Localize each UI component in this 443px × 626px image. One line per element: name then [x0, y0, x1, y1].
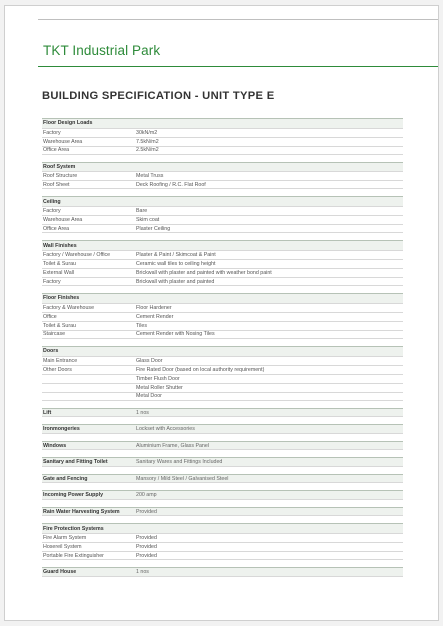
page-title: BUILDING SPECIFICATION - UNIT TYPE E — [42, 90, 275, 102]
spec-section — [42, 162, 403, 190]
spec-label: Factory / Warehouse / Office — [43, 251, 111, 258]
spec-section — [42, 196, 403, 233]
spec-section — [42, 293, 403, 339]
spec-section — [42, 523, 403, 560]
spec-value: Metal Truss — [136, 173, 164, 180]
spec-value: 2.5kN/m2 — [136, 147, 159, 154]
spec-section — [42, 240, 403, 286]
spec-value: Provided — [136, 544, 157, 551]
spec-value: Plaster Ceiling — [136, 225, 171, 232]
spec-label: Other Doors — [43, 366, 72, 373]
spec-label: Lift — [43, 409, 52, 416]
spec-label: Office Area — [43, 147, 70, 154]
spec-value: Timber Flush Door — [136, 375, 180, 382]
section-header: Doors — [42, 346, 403, 356]
spec-value: Glass Door — [136, 357, 163, 364]
spec-row — [42, 392, 403, 401]
spec-single-row — [42, 424, 403, 434]
spec-row — [42, 215, 403, 224]
spec-value: Deck Roofing / R.C. Flat Roof — [136, 181, 206, 188]
spec-value: 1 nos — [136, 409, 149, 416]
spec-row — [42, 259, 403, 268]
spec-row — [42, 533, 403, 542]
spec-value: Cement Render with Nosing Tiles — [136, 331, 215, 338]
section-header: Fire Protection Systems — [42, 523, 403, 533]
spec-section — [42, 118, 403, 155]
spec-row — [42, 137, 403, 146]
spec-label: Roof Sheet — [43, 181, 70, 188]
spec-row — [42, 206, 403, 215]
spec-single-row — [42, 408, 403, 418]
spec-label: Hosereil System — [43, 544, 82, 551]
spec-value: 7.5kN/m2 — [136, 138, 159, 145]
spec-value: Provided — [136, 508, 157, 515]
spec-table — [42, 118, 403, 577]
spec-row — [42, 171, 403, 180]
spec-row — [42, 365, 403, 374]
spec-label: Factory & Warehouse — [43, 304, 95, 311]
spec-label: Warehouse Area — [43, 217, 83, 224]
spec-label: Guard House — [43, 569, 77, 575]
spec-row — [42, 374, 403, 383]
spec-label: Factory — [43, 278, 61, 285]
spec-value: Cement Render — [136, 313, 174, 320]
spec-value: Bare — [136, 208, 148, 215]
section-header: Floor Design Loads — [42, 118, 403, 128]
spec-label: Incoming Power Supply — [43, 492, 104, 499]
spec-single-row — [42, 474, 403, 484]
spec-value: 30kN/m2 — [136, 129, 158, 136]
spec-value: Ceramic wall tiles to ceiling height — [136, 260, 216, 267]
spec-label: Gate and Fencing — [43, 475, 88, 482]
spec-row — [42, 268, 403, 277]
spec-row — [42, 542, 403, 551]
spec-label: Toilet & Surau — [43, 322, 76, 329]
spec-label: Rain Water Harvesting System — [43, 508, 120, 515]
spec-row — [42, 277, 403, 286]
spec-label: Sanitary and Fitting Toilet — [43, 459, 108, 466]
spec-value: Provided — [136, 535, 157, 542]
spec-row — [42, 356, 403, 365]
section-header: Floor Finishes — [42, 293, 403, 303]
header-top-rule — [38, 19, 438, 20]
spec-value: 1 nos — [136, 569, 149, 575]
spec-row — [42, 250, 403, 259]
spec-single-row — [42, 441, 403, 451]
spec-value: Brickwall with plaster and painted with weather bond paint — [136, 269, 272, 276]
spec-single-row — [42, 490, 403, 500]
spec-value: Sanitary Wares and Fittings Included — [136, 459, 223, 466]
spec-single-row — [42, 567, 403, 577]
spec-value: Tiles — [136, 322, 147, 329]
spec-label: Factory — [43, 208, 61, 215]
spec-value: Floor Hardener — [136, 304, 172, 311]
spec-label: Windows — [43, 442, 67, 449]
document-page — [4, 5, 439, 621]
spec-label: Staircase — [43, 331, 66, 338]
spec-label: Office — [43, 313, 57, 320]
spec-label: Portable Fire Extinguisher — [43, 552, 104, 559]
spec-row — [42, 303, 403, 312]
spec-row — [42, 128, 403, 137]
spec-row — [42, 146, 403, 155]
spec-label: Main Entrance — [43, 357, 78, 364]
spec-value: Metal Roller Shutter — [136, 384, 183, 391]
spec-row — [42, 224, 403, 233]
spec-value: Lockset with Accessories — [136, 426, 195, 433]
spec-value: Aluminium Frame, Glass Panel — [136, 442, 210, 449]
spec-row — [42, 180, 403, 189]
spec-row — [42, 551, 403, 560]
spec-label: External Wall — [43, 269, 75, 276]
spec-row — [42, 330, 403, 339]
spec-single-row — [42, 457, 403, 467]
spec-row — [42, 383, 403, 392]
spec-value: Fire Rated Door (based on local authority requirement) — [136, 366, 265, 373]
spec-value: 200 amp — [136, 492, 157, 499]
section-header: Ceiling — [42, 196, 403, 206]
spec-label: Ironmongeries — [43, 426, 80, 433]
spec-row — [42, 321, 403, 330]
spec-label: Warehouse Area — [43, 138, 83, 145]
spec-label: Toilet & Surau — [43, 260, 76, 267]
spec-value: Brickwall with plaster and painted — [136, 278, 215, 285]
spec-value: Plaster & Paint / Skimcoat & Paint — [136, 251, 216, 258]
spec-row — [42, 312, 403, 321]
spec-value: Mansory / Mild Steel / Galvanised Steel — [136, 475, 229, 482]
spec-single-row — [42, 507, 403, 517]
section-header: Roof System — [42, 162, 403, 172]
spec-value: Metal Door — [136, 393, 162, 400]
brand-name: TKT Industrial Park — [43, 43, 161, 58]
spec-value: Provided — [136, 552, 157, 559]
spec-label: Office Area — [43, 225, 70, 232]
spec-label: Fire Alarm System — [43, 535, 87, 542]
spec-label: Roof Structure — [43, 173, 78, 180]
spec-section — [42, 346, 403, 401]
section-header: Wall Finishes — [42, 240, 403, 250]
header-bottom-rule — [38, 66, 438, 67]
spec-value: Skim coat — [136, 217, 160, 224]
spec-label: Factory — [43, 129, 61, 136]
